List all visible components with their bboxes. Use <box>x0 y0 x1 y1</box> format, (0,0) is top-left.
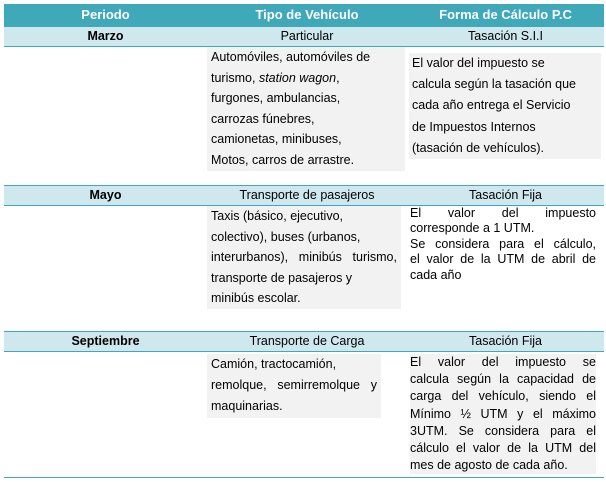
calc-line: cada año entrega el Servicio <box>412 98 571 113</box>
desc-line: maquinarias. <box>211 399 283 414</box>
desc-line: minibús escolar. <box>211 291 301 306</box>
desc-line: interurbanos), minibús turismo, <box>211 250 397 265</box>
calc-line: de Impuestos Internos <box>412 119 536 134</box>
desc-line: Automóviles, automóviles de <box>211 50 371 64</box>
header-tipo-vehiculo: Tipo de Vehículo <box>255 7 359 22</box>
calc-description <box>409 53 601 159</box>
row-body-mayo <box>4 206 604 331</box>
row-band-septiembre <box>4 331 604 352</box>
desc-line: remolque, semirremolque y <box>211 378 377 393</box>
header-periodo: Periodo <box>81 7 130 22</box>
desc-line: Motos, carros de arrastre. <box>211 152 355 167</box>
row-band-mayo <box>4 185 604 206</box>
calc-description <box>410 206 596 283</box>
period-label: Septiembre <box>71 334 140 348</box>
calc-line: El valor del impuesto se <box>410 355 596 369</box>
calc-line: mes de agosto de cada año. <box>410 458 568 473</box>
row-body-marzo <box>4 47 604 185</box>
desc-line: carrozas fúnebres, <box>211 111 315 126</box>
row-band-marzo <box>4 26 604 47</box>
calc-line: el valor de la UTM de abril de <box>410 252 596 267</box>
calc-method: Tasación Fija <box>469 188 542 202</box>
calc-line: Mínimo ½ UTM y el máximo <box>410 406 596 421</box>
vehicle-tax-table <box>4 4 604 478</box>
desc-line: Camión, tractocamión, <box>211 357 337 371</box>
calc-line: cada año <box>410 267 462 282</box>
calc-line: calcula según la capacidad de <box>410 372 596 387</box>
calc-line: 3UTM. Se considera para el <box>410 423 596 438</box>
period-label: Mayo <box>89 188 122 202</box>
row-body-septiembre <box>4 352 604 477</box>
table-header <box>4 4 604 26</box>
desc-line: colectivo), buses (urbanos, <box>211 229 361 244</box>
period-label: Marzo <box>87 29 124 43</box>
vehicle-description <box>207 47 405 171</box>
calc-method: Tasación S.I.I <box>467 29 544 43</box>
calc-line: El valor del impuesto se <box>412 56 545 70</box>
vehicle-category: Transporte de pasajeros <box>239 188 375 202</box>
calc-line: cálculo el valor de la UTM del <box>410 441 596 456</box>
desc-line: camionetas, minibuses, <box>211 132 342 147</box>
vehicle-description <box>207 206 401 309</box>
calc-method: Tasación Fija <box>469 334 542 348</box>
table-bottom-border <box>4 477 604 478</box>
vehicle-category: Particular <box>280 29 334 43</box>
calc-description <box>410 354 596 474</box>
calc-line: corresponde a 1 UTM. <box>410 221 535 236</box>
desc-line: transporte de pasajeros y <box>211 270 353 285</box>
calc-line: calcula según la tasación que <box>412 77 577 92</box>
calc-line: El valor del impuesto <box>410 206 596 220</box>
italic-term: station wagon <box>258 70 337 85</box>
vehicle-category: Transporte de Carga <box>249 334 365 348</box>
vehicle-description <box>207 354 381 418</box>
desc-line: turismo, station wagon, <box>211 70 340 85</box>
desc-line: furgones, ambulancias, <box>211 91 341 106</box>
calc-line: (tasación de vehículos). <box>412 140 545 155</box>
calc-line: Se considera para el cálculo, <box>410 236 596 251</box>
calc-line: carga del vehículo, siendo el <box>410 389 596 404</box>
header-forma-calculo: Forma de Cálculo P.C <box>439 7 572 22</box>
desc-line: Taxis (básico, ejecutivo, <box>211 209 344 223</box>
